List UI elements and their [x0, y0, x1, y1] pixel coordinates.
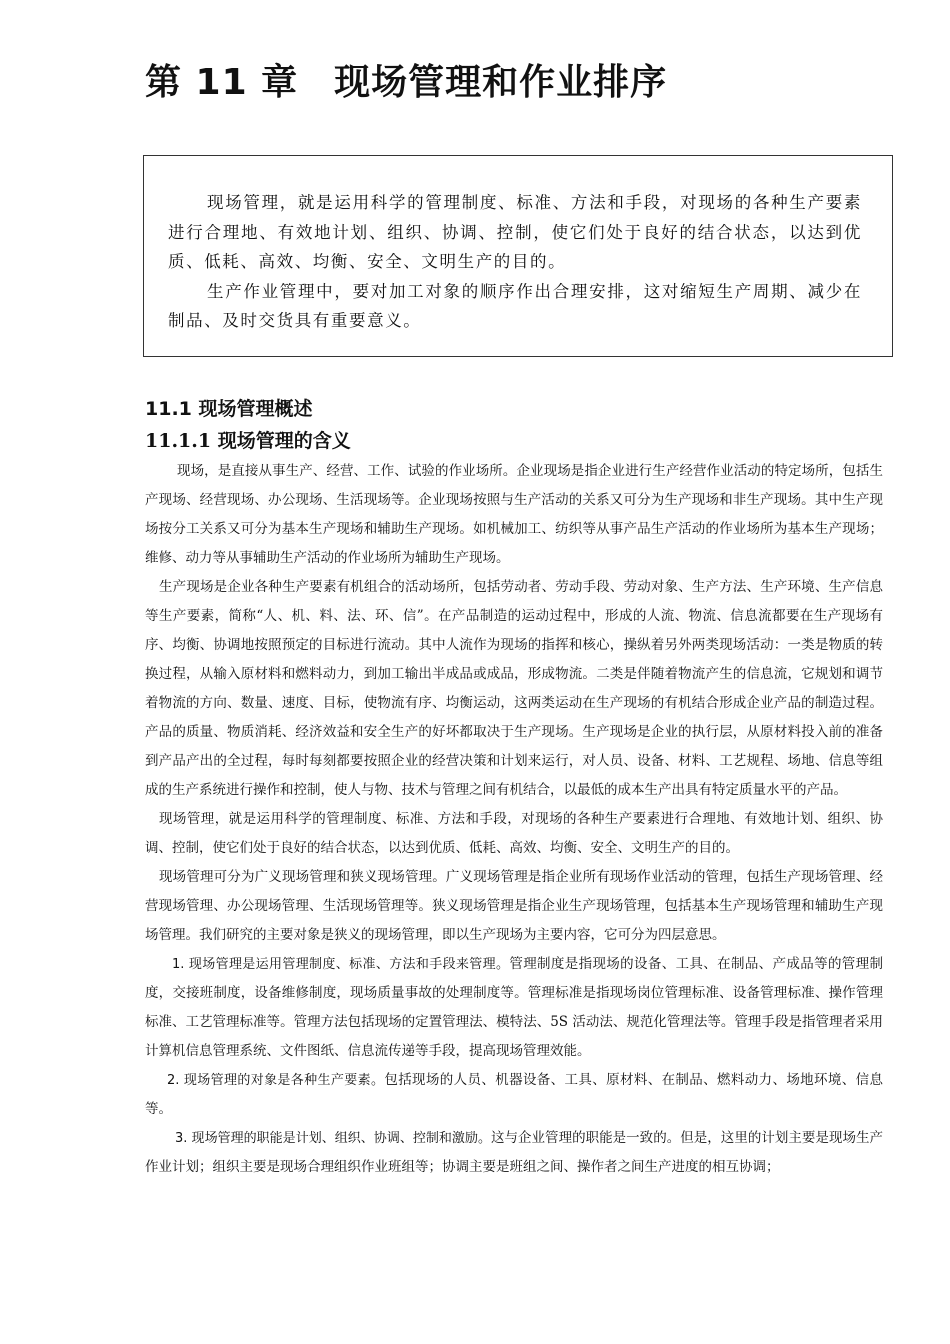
- list-item-lead: 2. 现场管理的对象是各种生产要素。: [167, 1073, 385, 1088]
- body-paragraph: 现场管理可分为广义现场管理和狭义现场管理。广义现场管理是指企业所有现场作业活动的管理，包括生产现场管理、经营现场管理、办公现场管理、生活现场管理等。狭义现场管理是指企业生产现场管理，包括基本生产现场管理和辅助生产现场管理。我们研究的主要对象是狭义的现场管理，即以生产现场为主要内容，它可分为四层意思。: [145, 869, 883, 943]
- chapter-title: [145, 54, 667, 105]
- list-item-lead: 1. 现场管理是运用管理制度、标准、方法和手段来管理。: [172, 957, 510, 972]
- list-item: [145, 1066, 883, 1124]
- list-item: [145, 1124, 883, 1182]
- list-item-text: 这与企业管理的职能是一致的。但是，这里的计划主要是现场生产作业计划；组织主要是现场合理组织作业班组等；协调主要是班组之间、操作者之间生产进度的相互协调；: [145, 1130, 883, 1175]
- list-item: [145, 950, 883, 1066]
- chapter-number: 第 11 章: [145, 62, 299, 103]
- subsection-heading: 11.1.1 现场管理的含义: [145, 430, 351, 452]
- list-item-text: 包括现场的人员、机器设备、工具、原材料、在制品、燃料动力、场地环境、信息等。: [145, 1072, 883, 1117]
- list-item-lead: 3. 现场管理的职能是计划、组织、协调、控制和激励。: [175, 1131, 491, 1146]
- chapter-title-text: 现场管理和作业排序: [334, 62, 668, 103]
- body-paragraph: 现场，是直接从事生产、经营、工作、试验的作业场所。企业现场是指企业进行生产经营作业活动的特定场所，包括生产现场、经营现场、办公现场、生活现场等。企业现场按照与生产活动的关系又可分为生产现场和非生产现场。其中生产现场按分工关系又可分为基本生产现场和辅助生产现场。如机械加工、纺织等从事产品生产活动的作业场所为基本生产现场；维修、动力等从事辅助生产活动的作业场所为辅助生产现场。: [145, 463, 883, 566]
- abstract-paragraph: 现场管理，就是运用科学的管理制度、标准、方法和手段，对现场的各种生产要素进行合理地、有效地计划、组织、协调、控制，使它们处于良好的结合状态，以达到优质、低耗、高效、均衡、安全、文明生产的目的。: [168, 193, 862, 271]
- body-paragraph: 生产现场是企业各种生产要素有机组合的活动场所，包括劳动者、劳动手段、劳动对象、生产方法、生产环境、生产信息等生产要素，简称“人、机、料、法、环、信”。在产品制造的运动过程中，形成的人流、物流、信息流都要在生产现场有序、均衡、协调地按照预定的目标进行流动。其中人流作为现场的指挥和核心，操纵着另外两类现场活动：一类是物质的转换过程，从输入原材料和燃料动力，到加工输出半成品或成品，形成物流。二类是伴随着物流产生的信息流，它规划和调节着物流的方向、数量、速度、目标，使物流有序、均衡运动，这两类运动在生产现场的有机结合形成企业产品的制造过程。产品的质量、物质消耗、经济效益和安全生产的好坏都取决于生产现场。生产现场是企业的执行层，从原材料投入前的准备到产品产出的全过程，每时每刻都要按照企业的经营决策和计划来运行，对人员、设备、材料、工艺规程、场地、信息等组成的生产系统进行操作和控制，使人与物、技术与管理之间有机结合，以最低的成本生产出具有特定质量水平的产品。: [145, 579, 883, 798]
- chapter-abstract-box: [143, 155, 893, 357]
- body-paragraph: 现场管理，就是运用科学的管理制度、标准、方法和手段，对现场的各种生产要素进行合理地、有效地计划、组织、协调、控制，使它们处于良好的结合状态，以达到优质、低耗、高效、均衡、安全、文明生产的目的。: [145, 811, 883, 856]
- abstract-paragraph: 生产作业管理中，要对加工对象的顺序作出合理安排，这对缩短生产周期、减少在制品、及时交货具有重要意义。: [168, 281, 862, 330]
- list-item-text: 管理制度是指现场的设备、工具、在制品、产成品等的管理制度，交接班制度，设备维修制度，现场质量事故的处理制度等。管理标准是指现场岗位管理标准、设备管理标准、操作管理标准、工艺管理标准等。管理方法包括现场的定置管理法、模特法、5S 活动法、规范化管理法等。管理手段是指管理者采用计算机信息管理系统、文件图纸、信息流传递等手段，提高现场管理效能。: [145, 956, 883, 1059]
- body-text: [145, 457, 883, 1182]
- section-heading: 11.1 现场管理概述: [145, 398, 313, 420]
